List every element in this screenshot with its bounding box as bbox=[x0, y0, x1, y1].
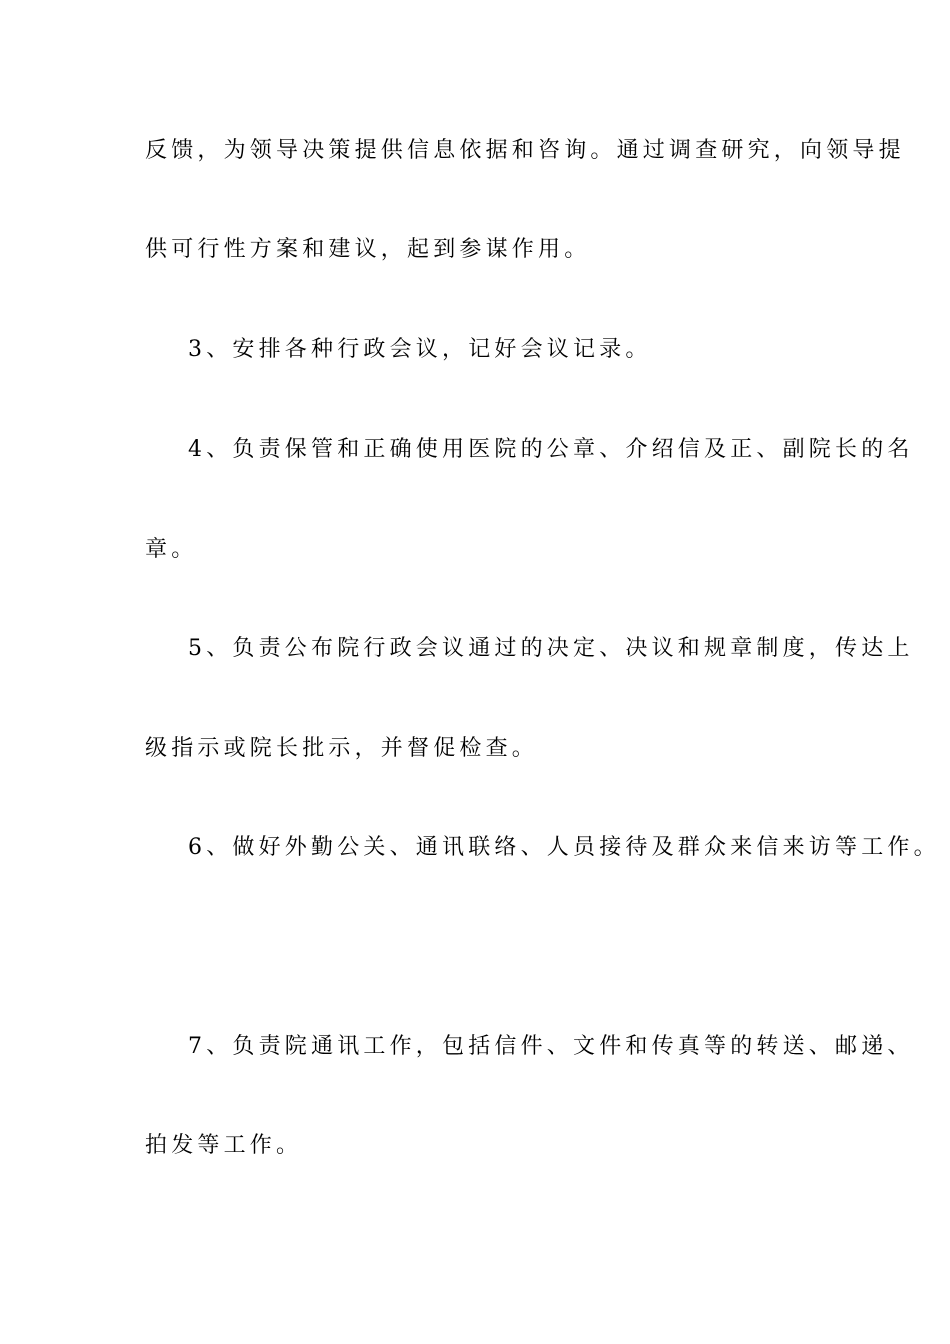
item-6-line-1: 6、做好外勤公关、通讯联络、人员接待及群众来信来访等工作。 bbox=[188, 835, 940, 860]
item-3-line-1: 3、安排各种行政会议，记好会议记录。 bbox=[188, 337, 652, 362]
item-4-line-1: 4、负责保管和正确使用医院的公章、介绍信及正、副院长的名 bbox=[188, 437, 914, 462]
item-7-line-2: 拍发等工作。 bbox=[145, 1133, 303, 1158]
item-5-line-1: 5、负责公布院行政会议通过的决定、决议和规章制度，传达上 bbox=[188, 636, 914, 661]
text-line-2: 供可行性方案和建议，起到参谋作用。 bbox=[145, 237, 591, 262]
item-7-line-1: 7、负责院通讯工作，包括信件、文件和传真等的转送、邮递、 bbox=[188, 1034, 914, 1059]
text-line-1: 反馈，为领导决策提供信息依据和咨询。通过调查研究，向领导提 bbox=[145, 138, 905, 163]
item-4-line-2: 章。 bbox=[145, 537, 198, 562]
item-5-line-2: 级指示或院长批示，并督促检查。 bbox=[145, 736, 539, 761]
